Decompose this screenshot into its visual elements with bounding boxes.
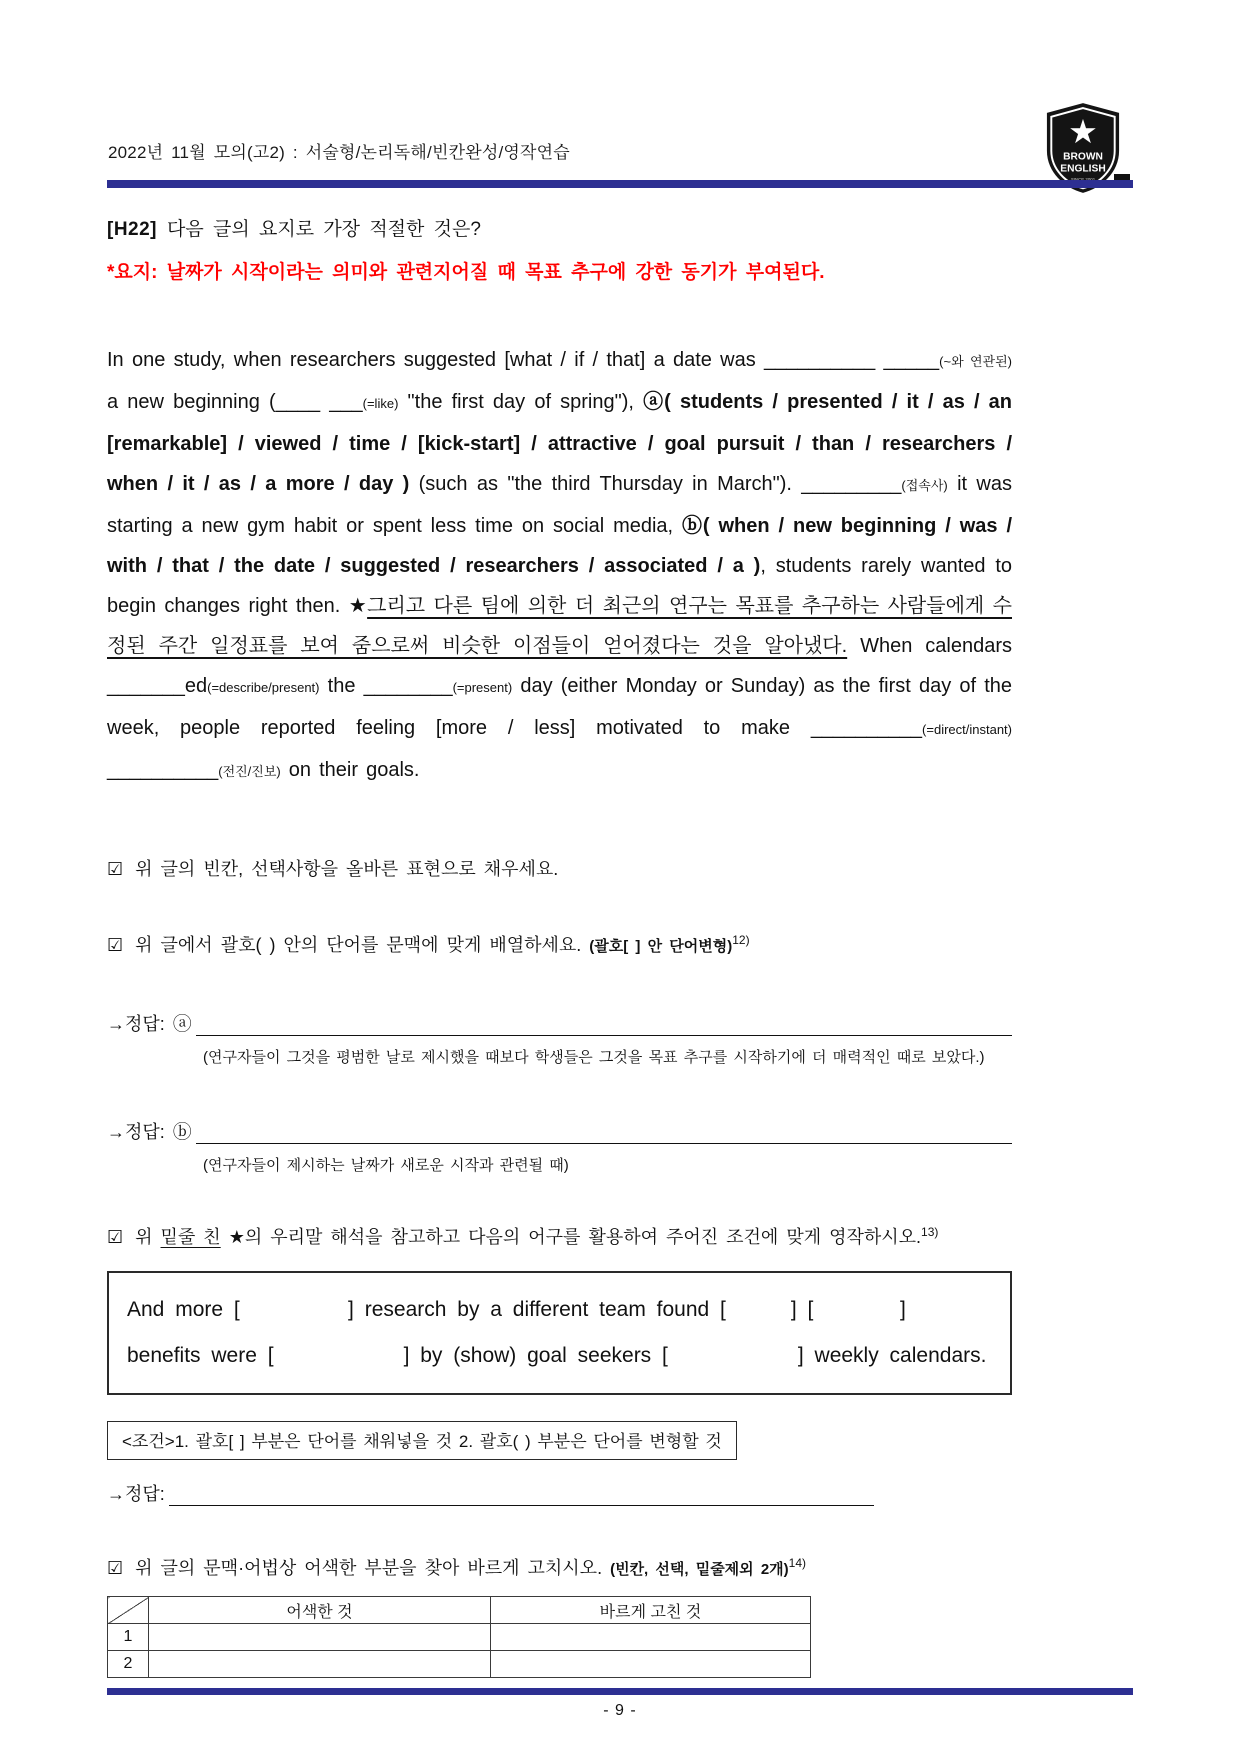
task-error-correction-text bbox=[135, 1558, 806, 1578]
text-segment: _________ bbox=[801, 473, 902, 495]
text-segment: a new beginning ( bbox=[107, 391, 276, 413]
text-segment: __________ _____ bbox=[764, 349, 940, 371]
text-segment: When calendars bbox=[847, 635, 1012, 657]
text-segment: ⓐ( students / presented / it / as / an [remarkable] / viewed / time / [kick-start] / attractive / goal pursuit / than / researchers / when / it / as / a more / day ) bbox=[107, 391, 1013, 495]
task-arrange-words bbox=[107, 931, 1012, 959]
text-segment: (~와 연관된) bbox=[939, 354, 1012, 369]
correction-table-header-fixed: 바르게 고친 것 bbox=[491, 1597, 811, 1624]
text-segment: In one study, when researchers suggested [what / if / that] a date was bbox=[107, 349, 765, 371]
text-segment: 위 글에서 괄호( ) 안의 단어를 문맥에 맞게 배열하세요. bbox=[135, 935, 590, 955]
task-fill-blanks-text bbox=[135, 859, 558, 879]
text-segment: "the first day of spring"), bbox=[398, 391, 644, 413]
answer-line-b bbox=[107, 1117, 1012, 1144]
task-arrange-words-text bbox=[135, 935, 749, 955]
reading-passage bbox=[107, 340, 1012, 792]
star-icon: ★ bbox=[1068, 114, 1098, 152]
checkbox-icon: ☑ bbox=[107, 1558, 124, 1578]
document-header-title: 2022년 11월 모의(고2) : 서술형/논리독해/빈칸완성/영작연습 bbox=[108, 143, 570, 162]
text-segment: (괄호[ ] 안 단어변형) bbox=[589, 938, 733, 955]
text-segment: 위 bbox=[135, 1227, 161, 1247]
fixed-cell bbox=[491, 1624, 811, 1651]
correction-table-corner-cell bbox=[108, 1597, 149, 1624]
text-segment: 그리고 다른 팀에 의한 더 최근의 연구는 목표를 추구하는 사람들에게 수정된 주간 일정표를 보여 줌으로써 비슷한 이점들이 얻어졌다는 것을 알아냈다. bbox=[107, 595, 1012, 657]
wrong-cell bbox=[149, 1624, 491, 1651]
text-segment: (=describe/present) bbox=[207, 680, 320, 695]
answer-line-composition bbox=[107, 1480, 1012, 1506]
text-segment: on their goals. bbox=[280, 759, 420, 781]
question-prompt: 다음 글의 요지로 가장 적절한 것은? bbox=[167, 219, 481, 240]
correction-table-header-wrong: 어색한 것 bbox=[149, 1597, 491, 1624]
correction-table-header-row bbox=[108, 1597, 811, 1624]
text-segment: , students rarely wanted to begin changes right then. bbox=[107, 555, 1013, 617]
answer-composition-write-line bbox=[169, 1484, 874, 1507]
text-segment: (=direct/instant) bbox=[922, 722, 1012, 737]
text-segment: __________ bbox=[107, 759, 219, 781]
composition-box-line2: benefits were [ ] by (show) goal seekers [ ] weekly calendars. bbox=[127, 1344, 987, 1367]
answer-a-label: →정답: bbox=[107, 1014, 165, 1034]
question-title bbox=[107, 214, 1012, 241]
fixed-cell bbox=[491, 1651, 811, 1678]
text-segment: (=like) bbox=[362, 396, 399, 411]
answer-composition-label: →정답: bbox=[107, 1484, 165, 1504]
text-segment: ed bbox=[184, 675, 208, 697]
header-rule bbox=[107, 180, 1133, 188]
correction-table-row bbox=[108, 1651, 811, 1678]
question-code: [H22] bbox=[107, 219, 158, 240]
text-segment: (빈칸, 선택, 밑줄제외 2개) bbox=[610, 1561, 789, 1578]
text-segment: 12) bbox=[732, 933, 750, 947]
text-segment: 14) bbox=[788, 1556, 807, 1570]
text-segment: (=present) bbox=[452, 680, 513, 695]
text-segment: __________ bbox=[810, 717, 923, 739]
answer-b-translation-note: (연구자들이 제시하는 날짜가 새로운 시작과 관련될 때) bbox=[203, 1157, 569, 1174]
composition-box-line1: And more [ ] research by a different team found [ ] [ ] bbox=[127, 1298, 906, 1321]
condition-box: <조건>1. 괄호[ ] 부분은 단어를 채워넣을 것 2. 괄호( ) 부분은 단어를 변형할 것 bbox=[107, 1421, 737, 1460]
checkbox-icon: ☑ bbox=[107, 859, 124, 879]
text-segment: day (either Monday or Sunday) as the first day of the week, people reported feeling [more / less] motivated to make bbox=[107, 675, 1012, 739]
text-segment: it was starting a new gym habit or spent less time on social media, bbox=[107, 473, 1012, 537]
text-segment: 밑줄 친 bbox=[160, 1227, 221, 1247]
text-segment: (전진/진보) bbox=[218, 764, 281, 779]
row-number: 1 bbox=[108, 1624, 149, 1651]
text-segment: ____ ___ bbox=[275, 391, 363, 413]
text-segment: ⓑ( when / new beginning / was / with / that / the date / suggested / researchers / associated / a ) bbox=[107, 515, 1012, 577]
correction-table bbox=[107, 1596, 811, 1678]
gist-answer-line: *요지: 날짜가 시작이라는 의미와 관련지어질 때 목표 추구에 강한 동기가 부여된다. bbox=[107, 262, 825, 283]
text-segment: 13) bbox=[921, 1225, 939, 1239]
logo-text-english: ENGLISH bbox=[1060, 163, 1106, 175]
header-rule-accent bbox=[1114, 174, 1130, 180]
page-number: - 9 - bbox=[603, 1702, 637, 1719]
text-segment: ________ bbox=[363, 675, 453, 697]
text-segment: (such as "the third Thursday in March"). bbox=[409, 473, 802, 495]
footer-rule bbox=[107, 1688, 1133, 1695]
checkbox-icon: ☑ bbox=[107, 935, 124, 955]
text-segment: ★의 우리말 해석을 참고하고 다음의 어구를 활용하여 주어진 조건에 맞게 영작하시오. bbox=[220, 1227, 922, 1247]
answer-line-a bbox=[107, 1009, 1012, 1036]
text-segment: 위 글의 빈칸, 선택사항을 올바른 표현으로 채우세요. bbox=[135, 859, 559, 879]
checkbox-icon: ☑ bbox=[107, 1227, 124, 1247]
text-segment: (접속사) bbox=[901, 478, 948, 493]
text-segment: the bbox=[319, 675, 364, 697]
text-segment: 위 글의 문맥·어법상 어색한 부분을 찾아 바르게 고치시오. bbox=[135, 1558, 611, 1578]
answer-a-write-line bbox=[196, 1014, 1012, 1037]
answer-b-marker: ⓑ bbox=[172, 1122, 192, 1143]
answer-a-marker: ⓐ bbox=[172, 1014, 192, 1035]
task-fill-blanks bbox=[107, 856, 1012, 883]
task-composition-text bbox=[135, 1227, 938, 1247]
answer-b-write-line bbox=[196, 1122, 1012, 1145]
row-number: 2 bbox=[108, 1651, 149, 1678]
task-error-correction bbox=[107, 1554, 1012, 1582]
answer-a-translation-note: (연구자들이 그것을 평범한 날로 제시했을 때보다 학생들은 그것을 목표 추구를 시작하기에 더 매력적인 때로 보았다.) bbox=[203, 1049, 985, 1066]
worksheet-content bbox=[107, 214, 1012, 1678]
logo-text-brown: BROWN bbox=[1063, 151, 1103, 163]
wrong-cell bbox=[149, 1651, 491, 1678]
text-segment: _______ bbox=[107, 675, 185, 697]
answer-b-label: →정답: bbox=[107, 1122, 165, 1142]
task-composition bbox=[107, 1223, 1012, 1251]
correction-table-row bbox=[108, 1624, 811, 1651]
composition-phrase-box bbox=[107, 1271, 1012, 1395]
text-segment: ★ bbox=[348, 595, 368, 617]
